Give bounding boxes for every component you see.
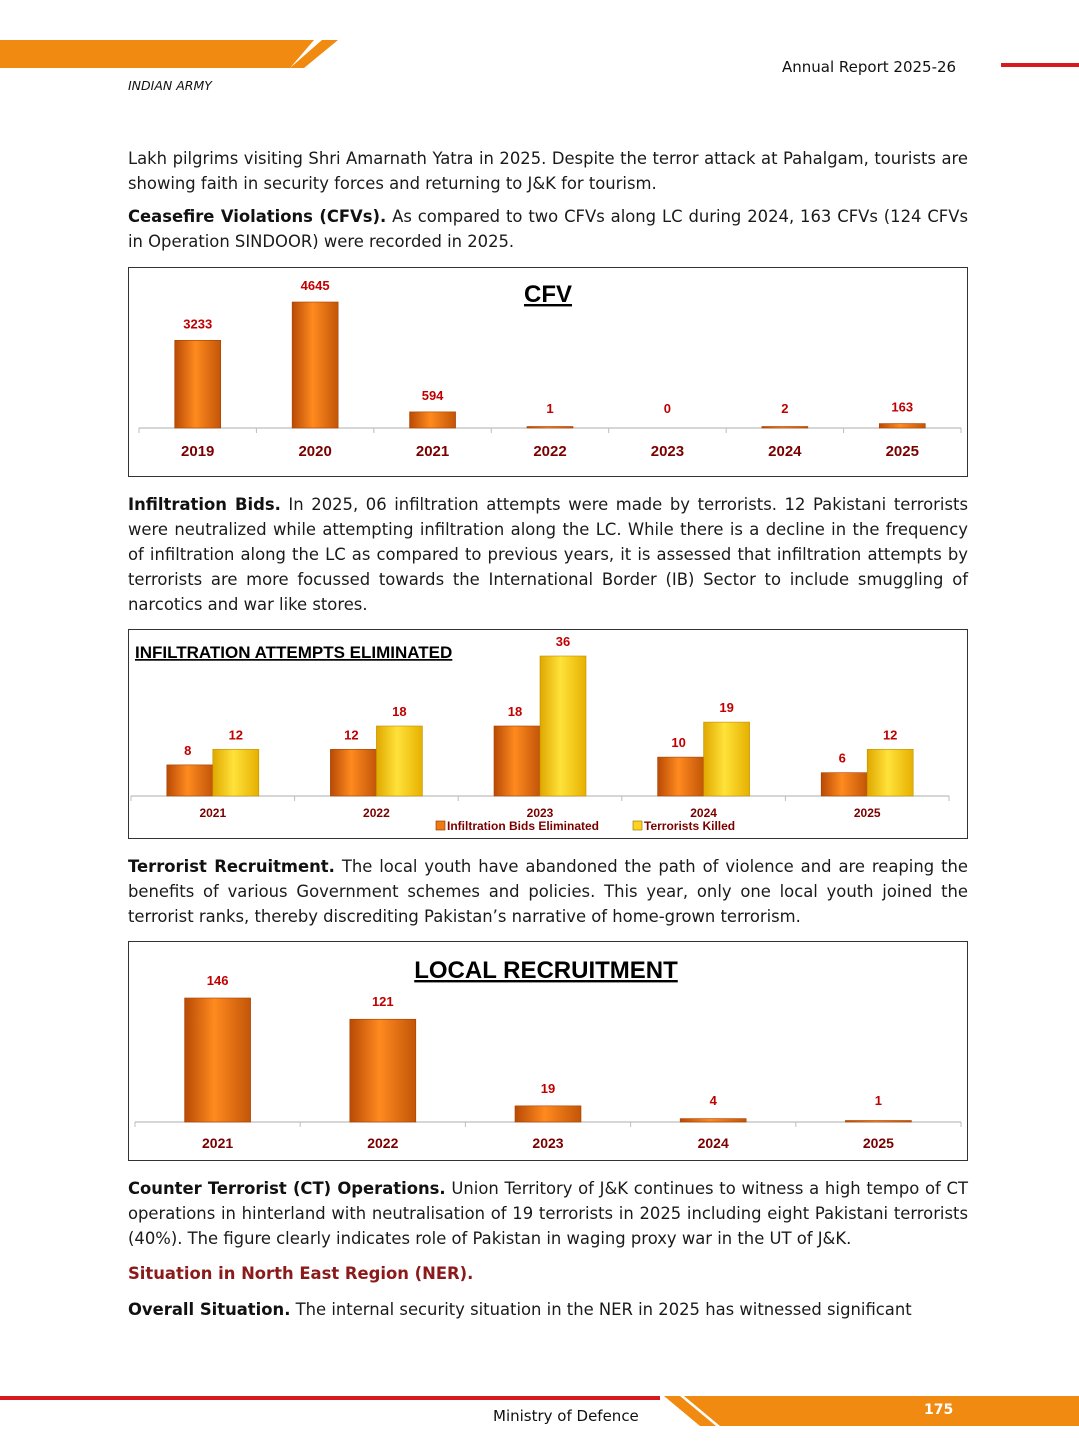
cfv-value-label-2024: 2 (781, 401, 789, 416)
paragraph-ct-lead: Counter Terrorist (CT) Operations. (128, 1179, 446, 1198)
cfv-value-label-2020: 4645 (300, 278, 330, 293)
infil-category-label-2023: 2023 (526, 806, 554, 820)
paragraph-cfv-lead: Ceasefire Violations (CFVs). (128, 207, 387, 226)
paragraph-cfv: Ceasefire Violations (CFVs). As compared to two CFVs along LC during 2024, 163 CFVs (124 CFVs in Operation SINDOOR) were recorded in 2025. (128, 207, 968, 251)
cfv-bar-2021 (410, 412, 456, 428)
recruit-bar-2021 (185, 998, 251, 1122)
paragraph-overall-lead: Overall Situation. (128, 1300, 291, 1319)
organization-name: INDIAN ARMY (128, 78, 212, 93)
infil-value-label-killed-2024: 19 (719, 700, 734, 716)
infil-bar-killed-2025 (867, 749, 913, 796)
infil-bar-killed-2024 (704, 722, 750, 796)
recruit-category-label-2023: 2023 (532, 1135, 564, 1151)
recruit-bar-2024 (680, 1119, 746, 1122)
footer-label: Ministry of Defence (493, 1407, 639, 1425)
cfv-chart (128, 267, 968, 477)
recruit-bar-2025 (845, 1121, 911, 1123)
cfv-bar-2024 (762, 427, 808, 429)
infil-value-label-killed-2025: 12 (882, 727, 898, 743)
infil-legend-swatch-bids (436, 821, 445, 830)
recruit-value-label-2023: 19 (540, 1080, 556, 1096)
infil-value-label-killed-2021: 12 (228, 727, 244, 743)
page-number: 175 (924, 1402, 954, 1418)
cfv-bar-2020 (292, 302, 338, 428)
recruit-value-label-2022: 121 (371, 994, 394, 1010)
recruit-chart-title: LOCAL RECRUITMENT (414, 957, 678, 984)
recruit-bar-2023 (515, 1106, 581, 1122)
recruit-category-label-2025: 2025 (862, 1135, 894, 1151)
infil-bar-bids-2022 (330, 749, 376, 796)
infil-value-label-bids-2022: 12 (344, 727, 359, 743)
recruit-value-label-2021: 146 (206, 973, 229, 988)
infil-value-label-bids-2021: 8 (184, 742, 192, 758)
running-title: Annual Report 2025-26 (782, 58, 957, 76)
cfv-value-label-2022: 1 (546, 401, 554, 416)
infil-value-label-killed-2022: 18 (392, 704, 407, 719)
infil-bar-bids-2024 (658, 757, 704, 796)
cfv-chart-title: CFV (524, 281, 572, 308)
infil-bar-killed-2021 (213, 749, 259, 796)
infil-bar-killed-2022 (376, 726, 422, 796)
recruit-value-label-2025: 1 (874, 1093, 883, 1108)
paragraph-recruitment: Terrorist Recruitment. The local youth have abandoned the path of violence and are reaping the benefits of various Government schemes and policies. This year, only one local youth joined the terrorist ranks, thereby discrediting Pakistan’s narrative of home-grown terrorism. (128, 857, 968, 926)
recruit-category-label-2021: 2021 (202, 1135, 234, 1151)
infil-bar-bids-2025 (821, 773, 867, 796)
cfv-category-label-2021: 2021 (415, 443, 450, 460)
infil-value-label-bids-2023: 18 (507, 704, 523, 719)
infil-chart-title: INFILTRATION ATTEMPTS ELIMINATED (135, 643, 453, 662)
paragraph-recruitment-lead: Terrorist Recruitment. (128, 857, 335, 876)
infil-value-label-killed-2023: 36 (555, 634, 571, 649)
infil-category-label-2021: 2021 (199, 806, 227, 820)
cfv-value-label-2023: 0 (663, 401, 672, 416)
cfv-bar-2019 (175, 340, 221, 428)
cfv-category-label-2019: 2019 (181, 443, 215, 460)
header-red-line (1001, 63, 1079, 67)
recruit-bar-2022 (350, 1019, 416, 1122)
cfv-bar-2025 (879, 424, 925, 428)
paragraph-ct-operations: Counter Terrorist (CT) Operations. Union Territory of J&K continues to witness a high tempo of CT operations in hinterland with neutralisation of 19 terrorists in 2025 including eight Pakistani terrorists (40%). The figure clearly indicates role of Pakistan in waging proxy war in the UT of J&K. (128, 1179, 968, 1248)
paragraph-infiltration-lead: Infiltration Bids. (128, 495, 281, 514)
paragraph-pilgrims: Lakh pilgrims visiting Shri Amarnath Yatra in 2025. Despite the terror attack at Pahalgam, tourists are showing faith in security forces and returning to J&K for tourism. (128, 149, 968, 193)
local-recruitment-chart (128, 941, 968, 1161)
header-band (0, 0, 1079, 110)
cfv-category-label-2024: 2024 (768, 443, 802, 460)
cfv-value-label-2021: 594 (421, 387, 444, 403)
recruit-category-label-2024: 2024 (697, 1135, 729, 1151)
cfv-value-label-2025: 163 (891, 399, 914, 415)
infil-legend-label-killed: Terrorists Killed (644, 819, 736, 833)
cfv-category-label-2025: 2025 (885, 443, 919, 460)
cfv-category-label-2023: 2023 (650, 443, 685, 460)
section-heading-ner: Situation in North East Region (NER). (128, 1264, 474, 1283)
infiltration-chart (128, 629, 968, 839)
footer-orange-bar (684, 1396, 1079, 1426)
infil-value-label-bids-2024: 10 (671, 735, 686, 751)
cfv-category-label-2022: 2022 (533, 443, 567, 460)
infil-bar-bids-2023 (494, 726, 540, 796)
paragraph-infiltration: Infiltration Bids. In 2025, 06 infiltration attempts were made by terrorists. 12 Pakistani terrorists were neutralized while attempting infiltration along the LC. While there is a decline in the frequency of infiltration along the LC as compared to previous years, it is assessed that infiltration attempts by terrorists are more focussed towards the International Border (IB) Sector to include smuggling of narcotics and war like stores. (128, 495, 968, 614)
infil-category-label-2024: 2024 (690, 806, 717, 820)
infil-category-label-2025: 2025 (853, 806, 881, 820)
infil-legend-label-bids: Infiltration Bids Eliminated (447, 819, 600, 833)
infil-legend-swatch-killed (633, 821, 642, 830)
paragraph-overall-situation: Overall Situation. The internal security situation in the NER in 2025 has witnessed significant (128, 1300, 912, 1319)
infil-value-label-bids-2025: 6 (838, 750, 846, 766)
cfv-value-label-2019: 3233 (183, 316, 213, 332)
cfv-category-label-2020: 2020 (298, 443, 332, 460)
footer-red-line (0, 1396, 660, 1400)
cfv-bar-2022 (527, 427, 573, 429)
infil-bar-killed-2023 (540, 656, 586, 796)
recruit-value-label-2024: 4 (709, 1093, 717, 1108)
header-orange-bar (0, 40, 314, 68)
recruit-category-label-2022: 2022 (367, 1135, 399, 1151)
infil-category-label-2022: 2022 (363, 806, 390, 820)
infil-bar-bids-2021 (167, 765, 213, 796)
